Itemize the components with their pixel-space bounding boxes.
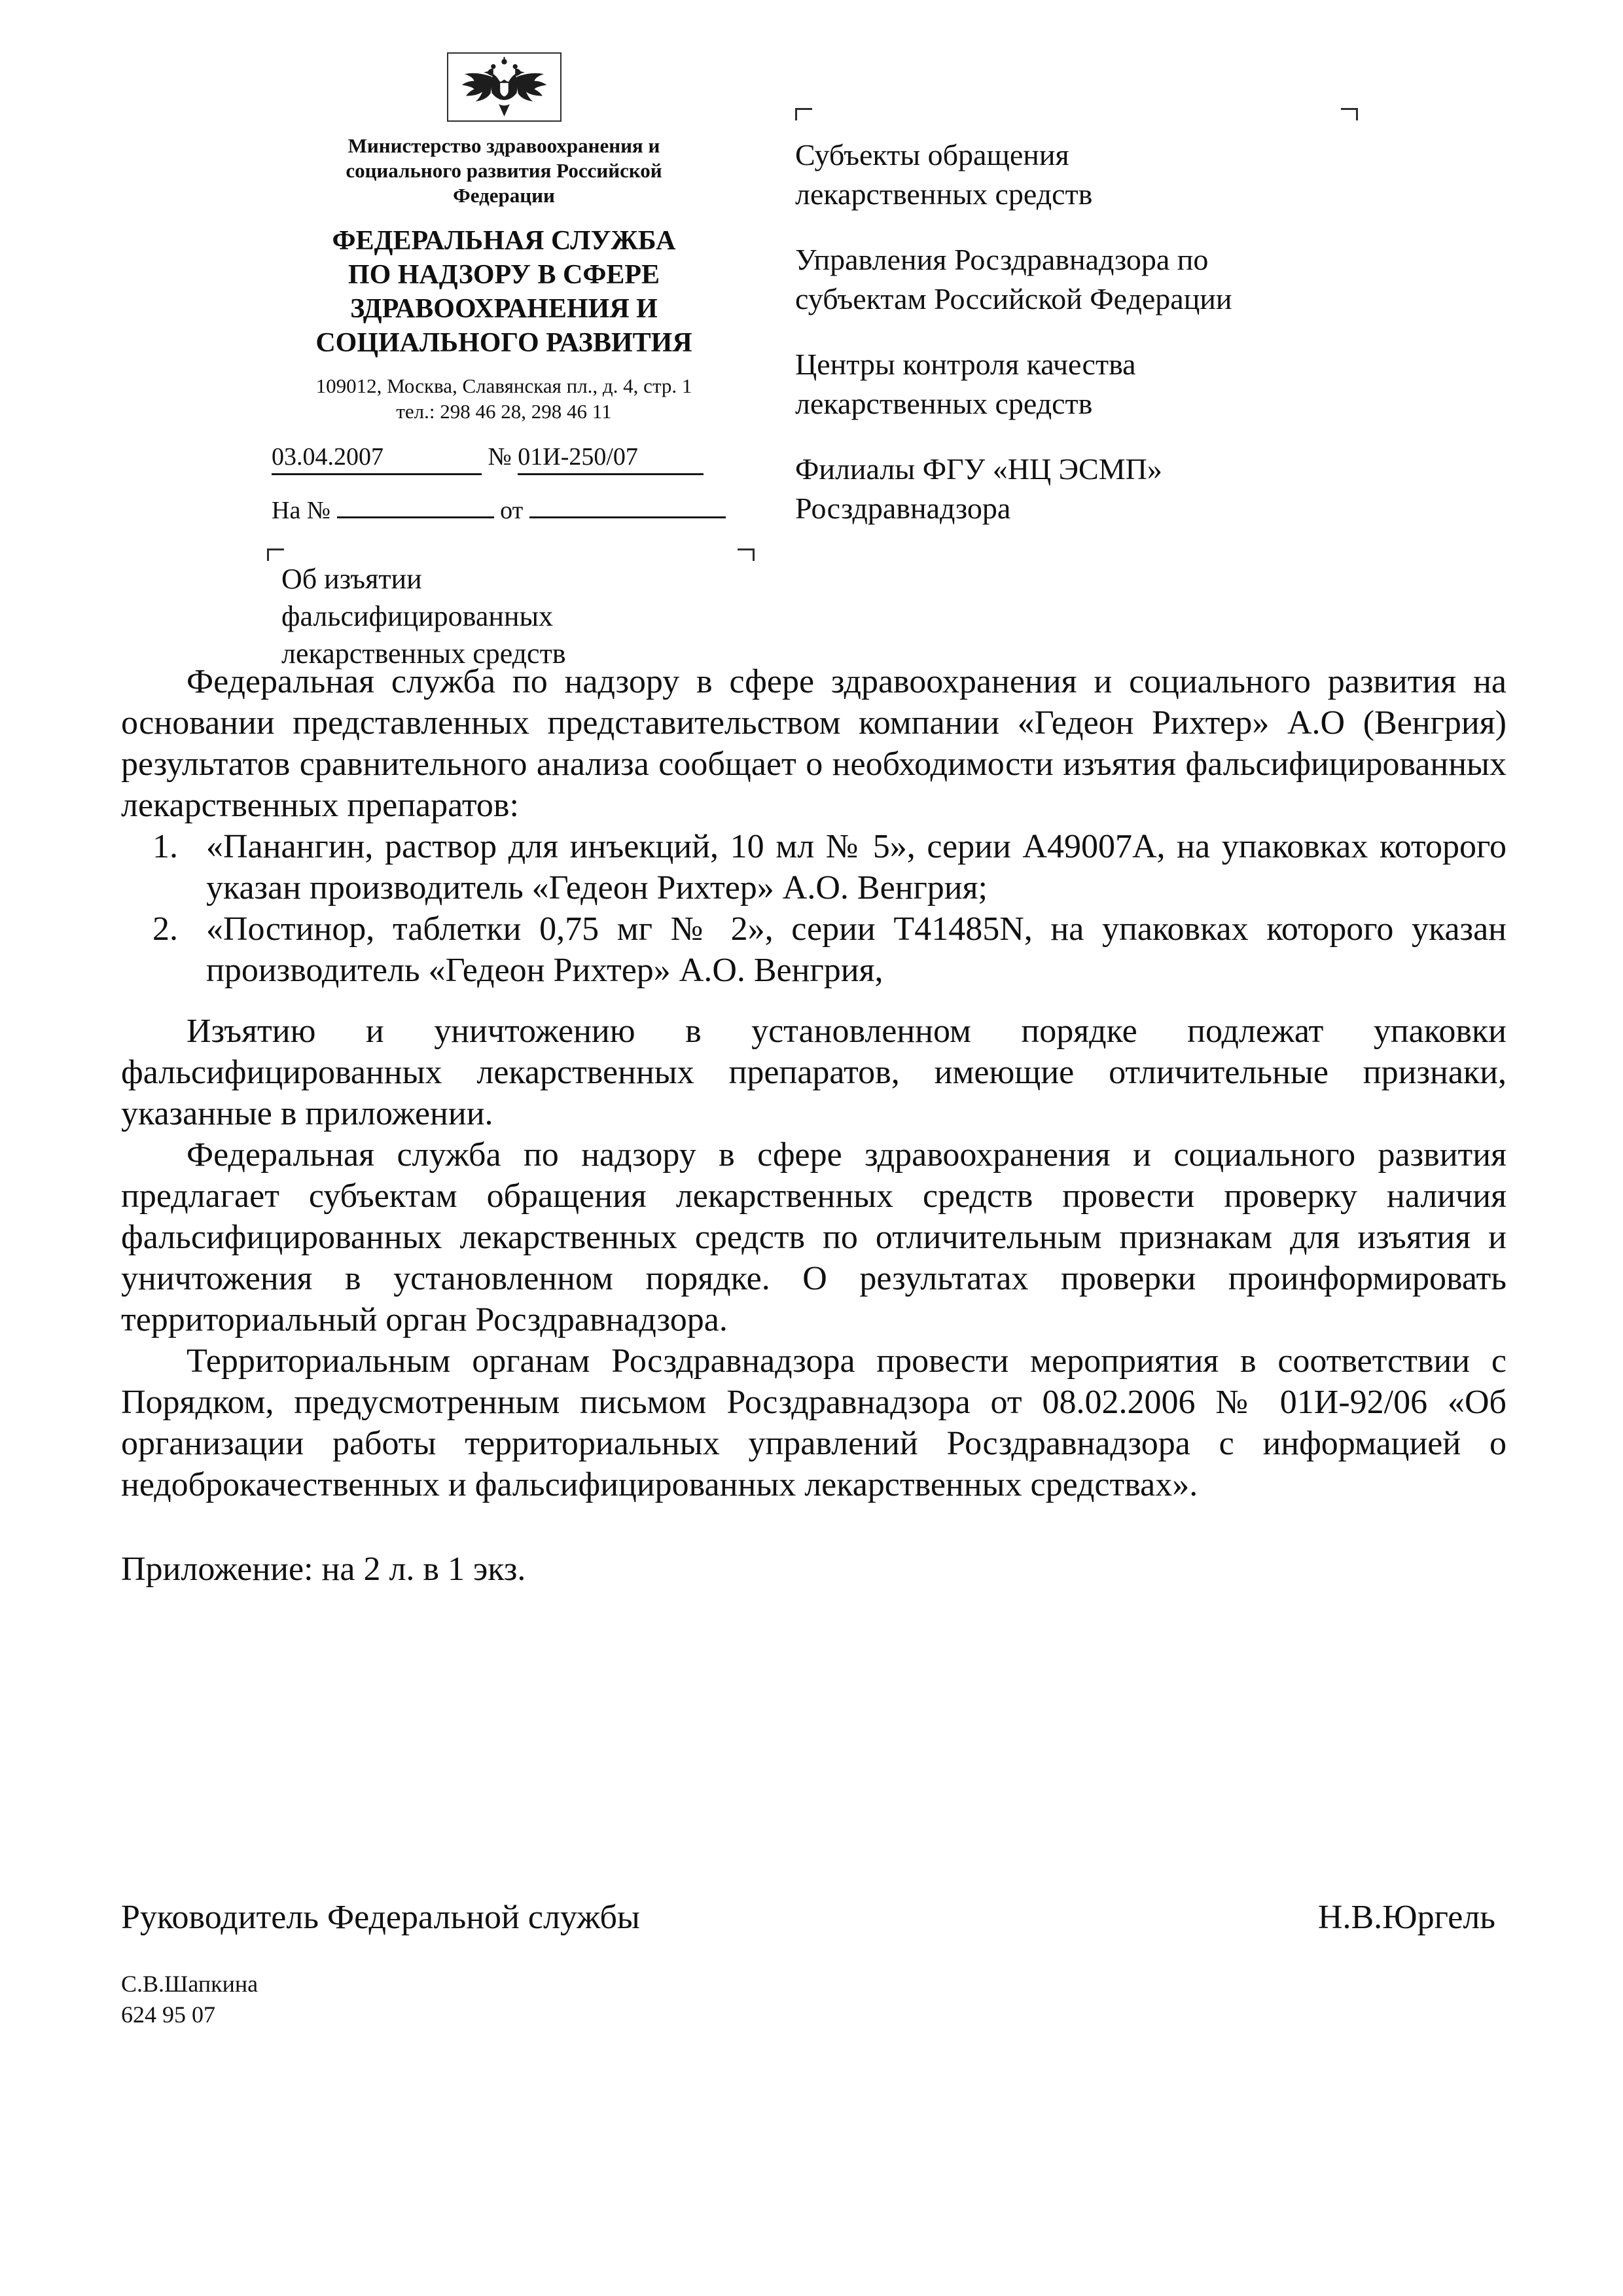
attachment-note: Приложение: на 2 л. в 1 экз. — [121, 1551, 526, 1588]
agency-name: ФЕДЕРАЛЬНАЯ СЛУЖБА ПО НАДЗОРУ В СФЕРЕ ЗДРАВООХРАНЕНИЯ И СОЦИАЛЬНОГО РАЗВИТИЯ — [315, 226, 692, 358]
recipients-list — [795, 135, 1358, 528]
agency-phone: тел.: 298 46 28, 298 46 11 — [396, 400, 612, 423]
drug-list — [152, 826, 1507, 991]
recipient-item: Управления Росздравнадзора по субъектам Российской Федерации — [795, 243, 1232, 315]
agency-address: 109012, Москва, Славянская пл., д. 4, стр. 1 — [315, 374, 692, 397]
outgoing-number: 01И-250/07 — [518, 442, 704, 475]
executor-phone: 624 95 07 — [121, 2001, 215, 2028]
recipient-item: Субъекты обращения лекарственных средств — [795, 138, 1093, 211]
list-item-number: 2. — [152, 910, 178, 948]
number-sign: № — [488, 443, 512, 471]
recipients-corner-right-icon — [1341, 108, 1358, 120]
reference-number-blank — [337, 514, 494, 518]
recipients-block — [795, 108, 1358, 554]
recipients-corners — [795, 108, 1358, 121]
list-item — [152, 908, 1507, 991]
coat-of-arms-icon — [447, 52, 562, 122]
signer-position: Руководитель Федеральной службы — [121, 1899, 640, 1936]
letter-body — [0, 661, 1623, 1590]
outgoing-date: 03.04.2007 — [272, 442, 482, 475]
reference-middle: от — [500, 497, 524, 524]
executor-block — [121, 1969, 258, 2030]
signer-name: Н.В.Юргель — [1317, 1899, 1495, 1936]
outgoing-date-line — [272, 442, 766, 475]
body-paragraph: Федеральная служба по надзору в сфере здравоохранения и социального развития на основании представленных представительством компании «Гедеон Рихтер» А.О (Венгрия) результатов сравнительного анализа сообщает о необходимости изъятия фальсифицированных лекарственных препаратов: — [121, 663, 1507, 824]
list-item-text: «Постинор, таблетки 0,75 мг № 2», серии Т41485N, на упаковках которого указан производитель «Гедеон Рихтер» А.О. Венгрия, — [206, 910, 1507, 989]
reference-line — [272, 496, 766, 525]
body-paragraph: Федеральная служба по надзору в сфере здравоохранения и социального развития предлагает субъектам обращения лекарственных средств провести проверку наличия фальсифицированных лекарственных средств по отличительным признакам для изъятия и уничтожения в установленном порядке. О результатах проверки проинформировать территориальный орган Росздравнадзора. — [121, 1136, 1507, 1338]
letterhead — [0, 0, 1623, 670]
body-paragraph: Территориальным органам Росздравнадзора провести мероприятия в соответствии с Порядком, предусмотренным письмом Росздравнадзора от 08.02.2006 № 01И-92/06 «Об организации работы территориальных управлений Росздравнадзора с информацией о недоброкачественных и фальсифицированных лекарственных средствах». — [121, 1342, 1507, 1503]
subject-corner-left-icon — [267, 548, 284, 561]
signature-row — [0, 1898, 1623, 1937]
list-item — [152, 826, 1507, 908]
ministry-name: Министерство здравоохранения и социального развития Российской Федерации — [346, 134, 662, 207]
list-item-text: «Панангин, раствор для инъекций, 10 мл № 5», серии А49007А, на упаковках которого указан производитель «Гедеон Рихтер» А.О. Венгрия; — [206, 828, 1507, 906]
letterhead-left-column — [242, 52, 766, 672]
recipient-item: Центры контроля качества лекарственных средств — [795, 348, 1136, 420]
reference-prefix: На № — [272, 497, 331, 524]
executor-name: С.В.Шапкина — [121, 1971, 259, 1997]
recipients-corner-left-icon — [795, 108, 812, 120]
subject-zone — [267, 548, 755, 672]
subject-corner-right-icon — [738, 548, 755, 561]
letter-subject: Об изъятии фальсифицированных лекарственных средств — [281, 563, 566, 670]
list-item-number: 1. — [152, 828, 178, 865]
recipient-item: Филиалы ФГУ «НЦ ЭСМП» Росздравнадзора — [795, 452, 1162, 525]
body-paragraph: Изъятию и уничтожению в установленном порядке подлежат упаковки фальсифицированных лекарственных препаратов, имеющие отличительные признаки, указанные в приложении. — [121, 1013, 1507, 1132]
reference-date-blank — [529, 514, 726, 518]
